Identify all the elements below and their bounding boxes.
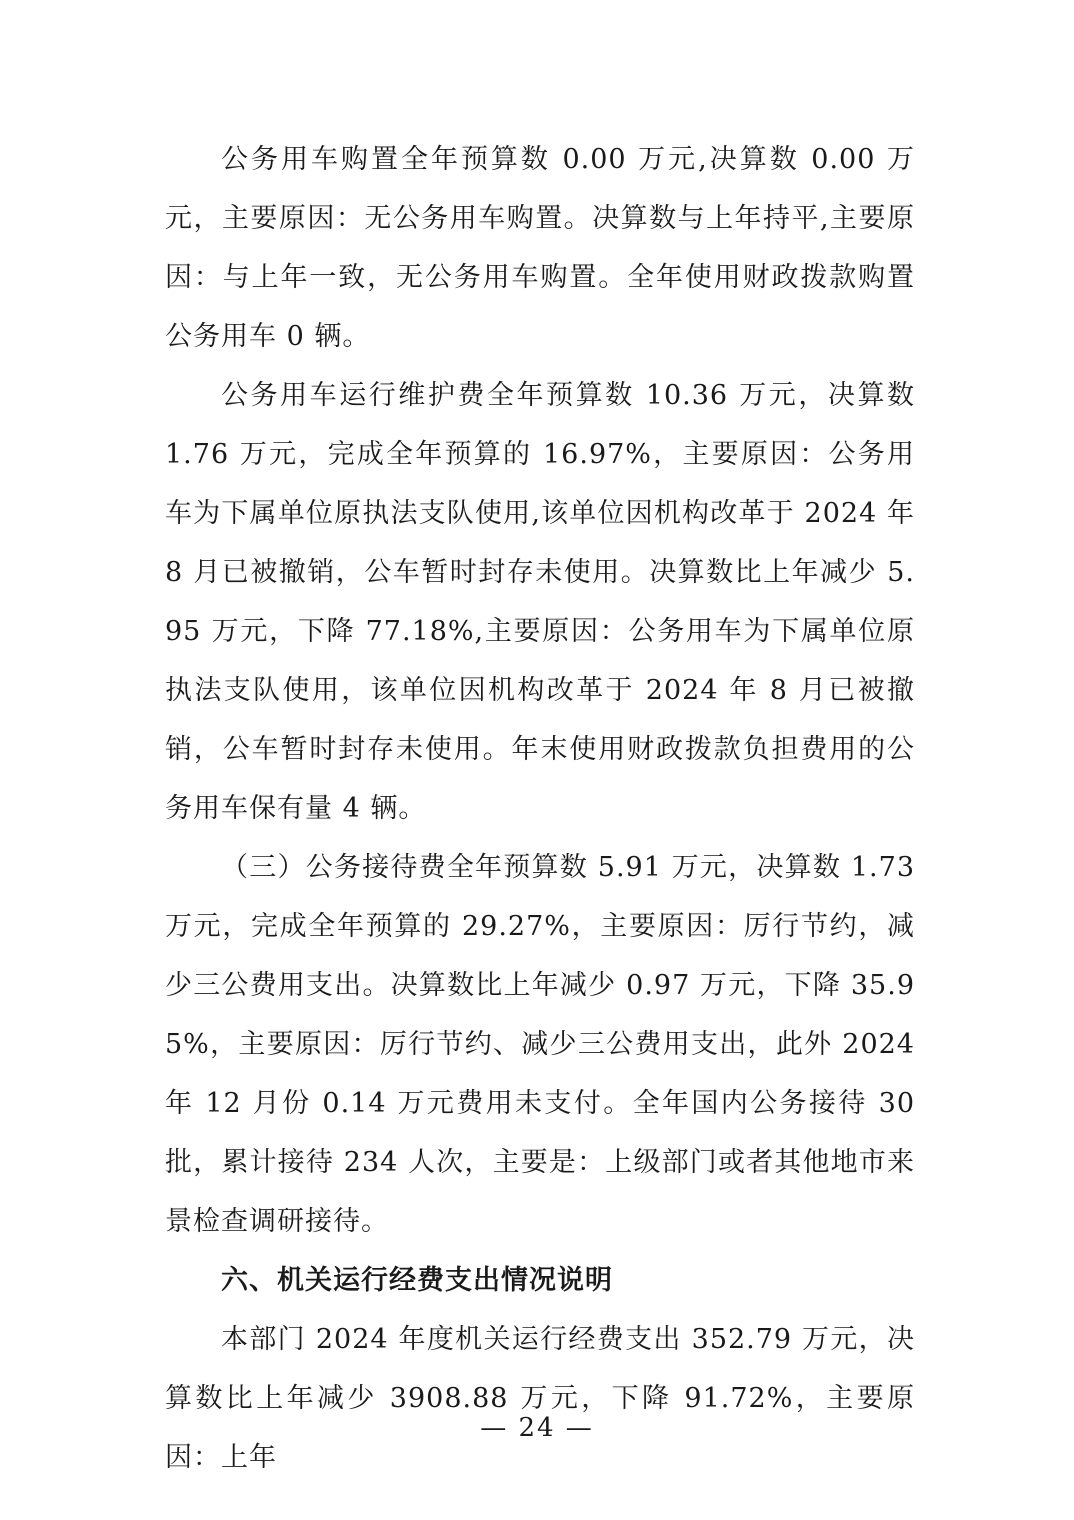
- paragraph-vehicle-purchase: 公务用车购置全年预算数 0.00 万元,决算数 0.00 万元，主要原因：无公务用车购置。决算数与上年持平,主要原因：与上年一致，无公务用车购置。全年使用财政拨款购置公务用车 0 辆。: [165, 144, 915, 352]
- document-body: [165, 130, 915, 1487]
- paragraph-reception-expense: （三）公务接待费全年预算数 5.91 万元，决算数 1.73 万元，完成全年预算的 29.27%，主要原因：厉行节约，减少三公费用支出。决算数比上年减少 0.97 万元，下降 35.95%，主要原因：厉行节约、减少三公费用支出，此外 2024 年 12 月份 0.14 万元费用未支付。全年国内公务接待 30 批，累计接待 234 人次，主要是：上级部门或者其他地市来景检查调研接待。: [165, 852, 915, 1237]
- page-number: — 24 —: [480, 1413, 594, 1443]
- paragraph-operating-expense: 本部门 2024 年度机关运行经费支出 352.79 万元，决算数比上年减少 3908.88 万元，下降 91.72%，主要原因：上年: [165, 1324, 915, 1473]
- paragraph-vehicle-maintenance: 公务用车运行维护费全年预算数 10.36 万元，决算数 1.76 万元，完成全年预算的 16.97%，主要原因：公务用车为下属单位原执法支队使用,该单位因机构改革于 2024 年 8 月已被撤销，公车暂时封存未使用。决算数比上年减少 5.95 万元，下降 77.18%,主要原因：公务用车为下属单位原执法支队使用，该单位因机构改革于 2024 年 8 月已被撤销，公车暂时封存未使用。年末使用财政拨款负担费用的公务用车保有量 4 辆。: [165, 380, 915, 824]
- section-heading: 六、机关运行经费支出情况说明: [221, 1265, 613, 1296]
